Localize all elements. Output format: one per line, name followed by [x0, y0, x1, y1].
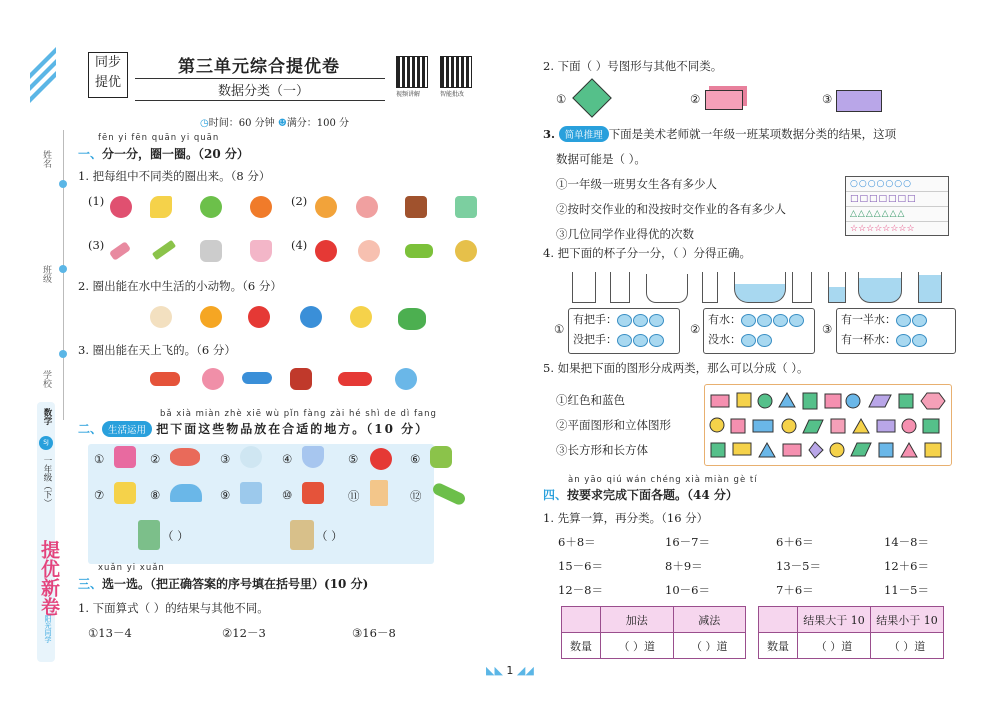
- cuboid-shape: [705, 90, 743, 110]
- option[interactable]: ②平面图形和立体图形: [556, 418, 671, 432]
- tiger-icon[interactable]: [315, 196, 337, 218]
- car-icon[interactable]: [405, 244, 433, 258]
- cuboid-shape: [923, 419, 939, 433]
- bowl-with-water: [858, 272, 902, 303]
- frog-icon[interactable]: [398, 308, 426, 330]
- name-label: 姓名: [41, 150, 51, 168]
- table-header: 结果小于 10: [871, 607, 944, 633]
- triangle-shape: [901, 443, 917, 457]
- milk-carton-icon[interactable]: [370, 480, 388, 506]
- triangle-shape: [853, 419, 869, 433]
- oval: [649, 334, 664, 347]
- table-header: [759, 607, 798, 633]
- full-score: 满分：100 分: [286, 118, 350, 129]
- category-label: 有把手：: [573, 313, 617, 326]
- school-label: 学校: [41, 370, 51, 388]
- category-label: 没把手：: [573, 333, 617, 346]
- option[interactable]: ②按时交作业的和没按时交作业的各有多少人: [556, 202, 786, 216]
- wardrobe-icon: [290, 520, 314, 550]
- oval: [789, 314, 804, 327]
- section-heading-3: [78, 575, 368, 592]
- option[interactable]: ③16－8: [352, 626, 396, 640]
- pencil-icon[interactable]: [152, 240, 176, 260]
- expression[interactable]: 14－8＝: [884, 535, 929, 549]
- time-limit: 时间：60 分钟: [208, 118, 275, 129]
- answer-box: [703, 308, 815, 354]
- table-header: [562, 607, 601, 633]
- title-rule: [135, 78, 385, 79]
- binding-hole: [59, 265, 67, 273]
- category-label: 有一半水：: [841, 313, 896, 326]
- shapes-panel: [704, 384, 952, 466]
- shapes-svg: [705, 385, 951, 465]
- pinyin-line: bǎ xià miàn zhè xiē wù pǐn fàng zài hé shì de dì fang: [160, 409, 437, 419]
- class-label: 班级: [41, 265, 51, 283]
- striped-shirt-icon[interactable]: [114, 446, 136, 468]
- binding-hole: [59, 180, 67, 188]
- option[interactable]: ③: [822, 322, 833, 336]
- question-3-5: 5. 如果把下面的图形分成两类，那么可以分成（ ）。: [543, 361, 809, 375]
- rectangle-shape: [877, 420, 895, 432]
- triangle-shape: [779, 393, 795, 407]
- fish-icon[interactable]: [170, 448, 200, 466]
- oval: [757, 334, 772, 347]
- expression[interactable]: 6＋6＝: [776, 535, 814, 549]
- dog-icon[interactable]: [356, 196, 378, 218]
- binding-sidebar: [0, 0, 78, 710]
- group-label: (3): [88, 238, 105, 252]
- option[interactable]: ②: [690, 322, 701, 336]
- question-3-3: 3. 简单推理 下面是美术老师就一年级一班某项数据分类的结果，这项: [543, 127, 897, 141]
- section-number: 四、: [543, 488, 568, 502]
- count-blank[interactable]: （ ）道: [871, 633, 944, 659]
- bowl: [646, 274, 688, 303]
- rectangle-shape: [711, 395, 729, 407]
- expression[interactable]: 12＋6＝: [884, 559, 929, 573]
- helicopter-icon[interactable]: [150, 372, 180, 386]
- section-number: 二、: [78, 422, 103, 436]
- count-blank[interactable]: （ ）道: [673, 633, 746, 659]
- goldfish-icon[interactable]: [200, 306, 222, 328]
- circle-shape: [902, 419, 916, 433]
- grade-label: 一年级（下）: [42, 456, 52, 507]
- question-3-4: 4. 把下面的杯子分一分，（ ）分得正确。: [543, 246, 752, 260]
- fish-icon[interactable]: [248, 306, 270, 328]
- oval: [912, 334, 927, 347]
- clock-icon: ◷: [200, 118, 209, 129]
- cube-shape: [899, 394, 913, 408]
- option[interactable]: ③: [822, 92, 833, 106]
- rhombus-shape: [572, 78, 612, 118]
- cuboid-shape: [733, 443, 751, 455]
- tally-row-stars: ☆☆☆☆☆☆☆☆: [850, 224, 915, 234]
- item-number: ⑧: [150, 488, 161, 502]
- cabbage-icon[interactable]: [430, 446, 452, 468]
- cube-shape: [879, 443, 893, 457]
- bowl-with-water: [734, 272, 786, 303]
- table-row-label: 数量: [759, 633, 798, 659]
- parallelogram-shape: [869, 395, 891, 407]
- oval: [896, 314, 911, 327]
- expression[interactable]: 7＋6＝: [776, 583, 814, 597]
- option[interactable]: ③几位同学作业得优的次数: [556, 227, 694, 241]
- edition-badge: SJ: [39, 436, 53, 450]
- eraser-icon[interactable]: [109, 241, 131, 261]
- apple-icon[interactable]: [315, 240, 337, 262]
- oval: [741, 314, 756, 327]
- tomato-icon[interactable]: [370, 448, 392, 470]
- expression[interactable]: 8＋9＝: [665, 559, 703, 573]
- section-number: 一、: [78, 147, 103, 161]
- question-4-1: 1. 先算一算，再分类。（16 分）: [543, 511, 709, 525]
- glass-half-water: [828, 272, 846, 303]
- result-compare-table: [758, 606, 944, 659]
- circle-shape: [758, 394, 772, 408]
- section-title: 分一分，圈一圈。（20 分）: [102, 147, 249, 161]
- answer-box: [836, 308, 956, 354]
- page-footer: [486, 664, 534, 677]
- section-title: 选一选。（把正确答案的序号填在括号里）(10 分): [102, 577, 369, 591]
- chick-icon[interactable]: [350, 306, 372, 328]
- circle-shape: [710, 418, 724, 432]
- reasoning-badge: 简单推理: [559, 126, 609, 142]
- cup-with-handle: [572, 272, 596, 303]
- option[interactable]: ①: [556, 92, 567, 106]
- option[interactable]: ①红色和蓝色: [556, 393, 625, 407]
- cap-icon[interactable]: [170, 484, 202, 502]
- refrigerator-icon: [138, 520, 160, 550]
- oval: [617, 314, 632, 327]
- section-title: 把下面这些物品放在合适的地方。（10 分）: [156, 422, 430, 436]
- bird-icon[interactable]: [300, 306, 322, 328]
- cylinder-shape: [803, 393, 817, 409]
- motorcycle-icon[interactable]: [290, 368, 312, 390]
- dress-icon[interactable]: [302, 446, 324, 468]
- score-icon: ☻: [277, 118, 287, 129]
- page-subtitle: 数据分类（一）: [218, 84, 310, 99]
- oval: [633, 314, 648, 327]
- group-label: (2): [291, 194, 308, 208]
- group-label: (1): [88, 194, 105, 208]
- cylinder-shape: [925, 443, 941, 457]
- horse-icon[interactable]: [405, 196, 427, 218]
- airplane-icon[interactable]: [242, 372, 272, 384]
- oval: [649, 314, 664, 327]
- qr-code[interactable]: [396, 56, 428, 88]
- brand-logo: 提优新卷: [38, 540, 60, 616]
- item-number: ⑩: [282, 488, 293, 502]
- item-number: ⑫: [410, 489, 422, 503]
- option[interactable]: ②: [690, 92, 701, 106]
- footer-decoration: ◢◢: [513, 664, 534, 677]
- qr-label: 视频讲解: [396, 91, 421, 98]
- bird-icon[interactable]: [395, 368, 417, 390]
- expression[interactable]: 6＋8＝: [558, 535, 596, 549]
- option[interactable]: ②12－3: [222, 626, 266, 640]
- table-header: 加法: [601, 607, 674, 633]
- expression[interactable]: 16－7＝: [665, 535, 710, 549]
- category-label: 有水：: [708, 313, 741, 326]
- question-1-2: 2. 圈出能在水中生活的小动物。（6 分）: [78, 279, 282, 293]
- item-number: ③: [220, 452, 231, 466]
- tally-row-triangles: △△△△△△△: [846, 207, 948, 222]
- pinyin-line: àn yāo qiú wán chéng xià miàn gè tí: [568, 475, 758, 485]
- peach-icon[interactable]: [358, 240, 380, 262]
- cup-with-handle: [792, 272, 812, 303]
- question-3-1: 1. 下面算式（ ）的结果与其他不同。: [78, 601, 269, 615]
- shorts-icon[interactable]: [240, 482, 262, 504]
- section-title: 按要求完成下面各题。（44 分）: [567, 488, 738, 502]
- item-number: ⑥: [410, 452, 421, 466]
- square-shape: [711, 443, 725, 457]
- triangle-shape: [759, 443, 775, 457]
- page-title: 第三单元综合提优卷: [178, 57, 340, 77]
- option[interactable]: ①: [554, 322, 565, 336]
- category-label: 没水：: [708, 333, 741, 346]
- oval: [773, 314, 788, 327]
- question-1-1: 1. 把每组中不同类的圈出来。（8 分）: [78, 169, 271, 183]
- brand-small: 阳光同学: [44, 615, 52, 643]
- cucumber-icon[interactable]: [431, 481, 467, 506]
- cube-shape: [737, 393, 751, 407]
- category-label: 有一杯水：: [841, 333, 896, 346]
- oval: [912, 314, 927, 327]
- question-text-cont: 数据可能是（ ）。: [556, 152, 646, 166]
- item-number: ②: [150, 452, 161, 466]
- pumpkin-icon[interactable]: [250, 196, 272, 218]
- subject-label: 数学: [42, 408, 52, 425]
- question-1-3: 3. 圈出能在天上飞的。（6 分）: [78, 343, 236, 357]
- pear-icon[interactable]: [455, 240, 477, 262]
- tally-chart: [845, 176, 949, 236]
- socks-icon[interactable]: [240, 446, 262, 468]
- rabbit-icon[interactable]: [150, 306, 172, 328]
- tally-row-squares: □□□□□□□: [846, 192, 948, 207]
- section-number: 三、: [78, 577, 103, 591]
- rectangle-shape: [836, 90, 882, 112]
- car-icon[interactable]: [338, 372, 372, 386]
- tally-row-circles: ○○○○○○○: [846, 177, 948, 192]
- sphere-shape: [782, 419, 796, 433]
- expression[interactable]: 15－6＝: [558, 559, 603, 573]
- oval: [741, 334, 756, 347]
- bird-icon[interactable]: [202, 368, 224, 390]
- oval: [617, 334, 632, 347]
- life-application-badge: 生活运用: [102, 421, 152, 437]
- question-text: 下面是美术老师就一年级一班某项数据分类的结果，这项: [608, 127, 897, 141]
- parallelogram-shape: [851, 443, 871, 456]
- oval: [896, 334, 911, 347]
- vegetable-icon[interactable]: [200, 196, 222, 218]
- radish-icon[interactable]: [110, 196, 132, 218]
- item-number: ⑦: [94, 488, 105, 502]
- stapler-icon[interactable]: [200, 240, 222, 262]
- tshirt-icon[interactable]: [114, 482, 136, 504]
- oval: [633, 334, 648, 347]
- circle-shape: [830, 443, 844, 457]
- question-3-2: 2. 下面（ ）号图形与其他不同类。: [543, 59, 723, 73]
- fridge-blank[interactable]: （ ）: [162, 529, 189, 543]
- sphere-shape: [846, 394, 860, 408]
- section-heading-2: [78, 420, 429, 437]
- banana-icon[interactable]: [150, 196, 172, 218]
- wardrobe-blank[interactable]: （ ）: [316, 529, 343, 543]
- pinyin-line: xuǎn yi xuǎn: [98, 563, 165, 573]
- expression[interactable]: 10－6＝: [665, 583, 710, 597]
- section-heading-1: [78, 145, 249, 162]
- exam-meta: [200, 114, 349, 129]
- cup: [610, 272, 630, 303]
- hexagon-shape: [921, 393, 945, 409]
- square-shape: [731, 419, 745, 433]
- qr-label: 智能批改: [440, 91, 465, 98]
- glass-full-water: [918, 272, 942, 303]
- group-label: (4): [291, 238, 308, 252]
- rectangle-shape: [753, 420, 773, 432]
- count-blank[interactable]: （ ）道: [601, 633, 674, 659]
- title-rule: [135, 100, 385, 101]
- table-header: 结果大于 10: [798, 607, 871, 633]
- sync-tag: 同步提优: [88, 52, 128, 98]
- answer-box: [568, 308, 680, 354]
- expression[interactable]: 11－5＝: [884, 583, 929, 597]
- pinyin-line: fēn yi fēn quān yi quān: [98, 133, 220, 143]
- rectangle-shape: [783, 444, 801, 456]
- page-number: 1: [506, 664, 514, 677]
- option[interactable]: ③长方形和长方体: [556, 443, 648, 457]
- table-row-label: 数量: [562, 633, 601, 659]
- section-heading-4: [543, 486, 738, 503]
- oval: [757, 314, 772, 327]
- addition-subtraction-table: [561, 606, 746, 659]
- cuboid-shape: [825, 394, 841, 408]
- binding-hole: [59, 350, 67, 358]
- rhombus-shape: [809, 442, 823, 458]
- gloves-icon[interactable]: [302, 482, 324, 504]
- schoolbag-icon[interactable]: [455, 196, 477, 218]
- item-number: ⑤: [348, 452, 359, 466]
- qr-code[interactable]: [440, 56, 472, 88]
- skirt-icon[interactable]: [250, 240, 272, 262]
- expression[interactable]: 12－8＝: [558, 583, 603, 597]
- option[interactable]: ①13－4: [88, 626, 132, 640]
- cut-line: [63, 130, 64, 420]
- count-blank[interactable]: （ ）道: [798, 633, 871, 659]
- footer-decoration: ◣◣: [486, 664, 507, 677]
- cube-shape: [831, 419, 845, 433]
- item-number: ④: [282, 452, 293, 466]
- option[interactable]: ①一年级一班男女生各有多少人: [556, 177, 717, 191]
- glass: [702, 272, 718, 303]
- item-number: ①: [94, 452, 105, 466]
- table-header: 减法: [673, 607, 746, 633]
- expression[interactable]: 13－5＝: [776, 559, 821, 573]
- parallelogram-shape: [803, 420, 823, 433]
- item-number: ⑨: [220, 488, 231, 502]
- item-number: ⑪: [348, 489, 360, 503]
